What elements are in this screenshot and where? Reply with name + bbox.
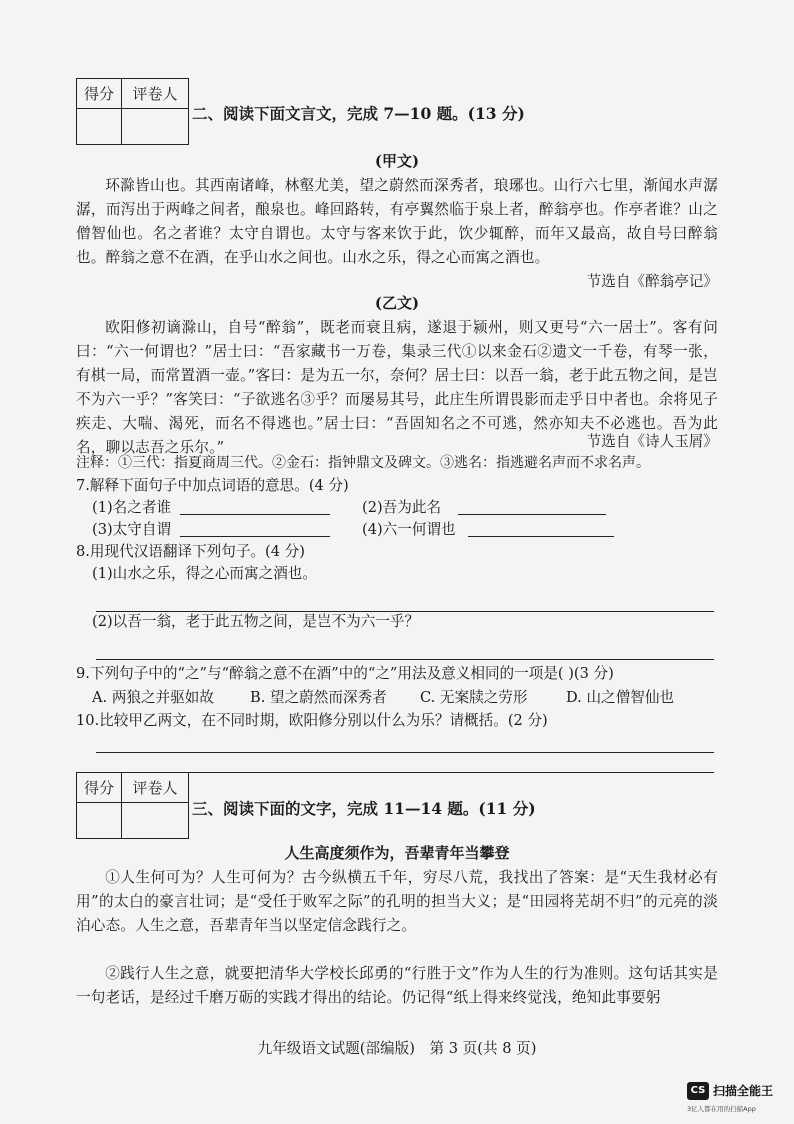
essay-title: 人生高度须作为，吾辈青年当攀登 xyxy=(284,844,510,862)
score-label: 得分 xyxy=(77,773,122,803)
score-label: 得分 xyxy=(77,79,122,109)
q8-stem: 8.用现代汉语翻译下列句子。(4 分) xyxy=(76,543,305,560)
q8-answer-line-2[interactable] xyxy=(96,659,714,660)
score-cell[interactable] xyxy=(77,803,122,839)
camscanner-tagline: 3亿人都在用的扫描App xyxy=(687,1105,756,1113)
q7-stem: 7.解释下面句子中加点词语的意思。(4 分) xyxy=(76,477,349,494)
notes: 注释：①三代：指夏商周三代。②金石：指钟鼎文及碑文。③逃名：指逃避名声而不求名声。 xyxy=(76,455,650,471)
q7-answer-line-1[interactable] xyxy=(180,514,330,515)
q8-item-2: (2)以吾一翁，老于此五物之间，是岂不为六一乎？ xyxy=(92,613,420,630)
q7-item-4: (4)六一何谓也 xyxy=(362,521,456,538)
jia-source: 节选自《醉翁亭记》 xyxy=(586,273,718,290)
essay-paragraph-1: ①人生何可为？人生可何为？古今纵横五千年，穷尽八荒，我找出了答案：是“天生我材必有用”的太白的豪言壮词；是“受任于败军之际”的孔明的担当大义；是“田园将芜胡不归”的元亮的淡泊心态。人生之意，吾辈青年当以坚定信念践行之。 xyxy=(76,869,718,934)
essay-paragraph-2: ②践行人生之意，就要把清华大学校长邱勇的“行胜于文”作为人生的行为准则。这句话其实是一句老话，是经过千磨万砺的实践才得出的结论。仍记得“纸上得来终觉浅，绝知此事要躬 xyxy=(76,965,718,1006)
score-cell[interactable] xyxy=(77,109,122,145)
q7-item-3: (3)太守自谓 xyxy=(92,521,172,538)
yi-heading: (乙文) xyxy=(374,294,420,312)
page-footer: 九年级语文试题(部编版) 第 3 页(共 8 页) xyxy=(257,1040,537,1057)
camscanner-logo-icon: CS xyxy=(687,1082,709,1100)
score-table-section2 xyxy=(76,78,189,145)
q7-answer-line-2[interactable] xyxy=(458,514,606,515)
grader-label: 评卷人 xyxy=(122,773,189,803)
yi-source: 节选自《诗人玉屑》 xyxy=(586,433,718,450)
grader-label: 评卷人 xyxy=(122,79,189,109)
q9-option-d[interactable]: D. 山之僧智仙也 xyxy=(566,689,675,706)
q7-answer-line-3[interactable] xyxy=(180,536,330,537)
q9-option-c[interactable]: C. 无案牍之劳形 xyxy=(420,689,528,706)
grader-cell[interactable] xyxy=(122,803,189,839)
section3-title: 三、阅读下面的文字，完成 11—14 题。(11 分) xyxy=(192,799,536,818)
q9-option-b[interactable]: B. 望之蔚然而深秀者 xyxy=(250,689,387,706)
camscanner-name: 扫描全能王 xyxy=(713,1084,774,1098)
q7-item-1: (1)名之者谁 xyxy=(92,499,172,516)
jia-text: 环滁皆山也。其西南诸峰，林壑尤美，望之蔚然而深秀者，琅琊也。山行六七里，渐闻水声潺潺，而泻出于两峰之间者，酿泉也。峰回路转，有亭翼然临于泉上者，醉翁亭也。作亭者谁？山之僧智仙也。名之者谁？太守自谓也。太守与客来饮于此，饮少辄醉，而年又最高，故自号曰醉翁也。醉翁之意不在酒，在乎山水之间也。山水之乐，得之心而寓之酒也。 xyxy=(76,177,718,266)
section2-title: 二、阅读下面文言文，完成 7—10 题。(13 分) xyxy=(192,104,525,123)
q10-answer-line-1[interactable] xyxy=(96,752,714,753)
yi-text: 欧阳修初谪滁山，自号“醉翁”，既老而衰且病，遂退于颍州，则又更号“六一居士”。客有问曰：“六一何谓也？”居士曰：“吾家藏书一万卷，集录三代①以来金石②遗文一千卷，有琴一张，有棋一局，而常置酒一壶。”客曰：是为五一尔，奈何？居士曰：以吾一翁，老于此五物之间，是岂不为六一乎？”客笑曰：“子欲逃名③乎？而屡易其号，此庄生所谓畏影而走乎日中者也。余将见子疾走、大喘、渴死，而名不得逃也。”居士曰：“吾固知名之不可逃，然亦知夫不必逃也。吾为此名，聊以志吾之乐尔。” xyxy=(76,319,718,456)
q9-stem: 9.下列句子中的“之”与“醉翁之意不在酒”中的“之”用法及意义相同的一项是( )(3 分) xyxy=(76,665,614,682)
jia-heading: (甲文) xyxy=(374,152,420,170)
score-table-section3 xyxy=(76,772,189,839)
grader-cell[interactable] xyxy=(122,109,189,145)
q7-item-2: (2)吾为此名 xyxy=(362,499,442,516)
q7-answer-line-4[interactable] xyxy=(468,536,614,537)
q8-item-1: (1)山水之乐，得之心而寓之酒也。 xyxy=(92,565,317,582)
q9-option-a[interactable]: A. 两狼之并驱如故 xyxy=(92,689,214,706)
q10-stem: 10.比较甲乙两文，在不同时期，欧阳修分别以什么为乐？请概括。(2 分) xyxy=(76,712,548,729)
